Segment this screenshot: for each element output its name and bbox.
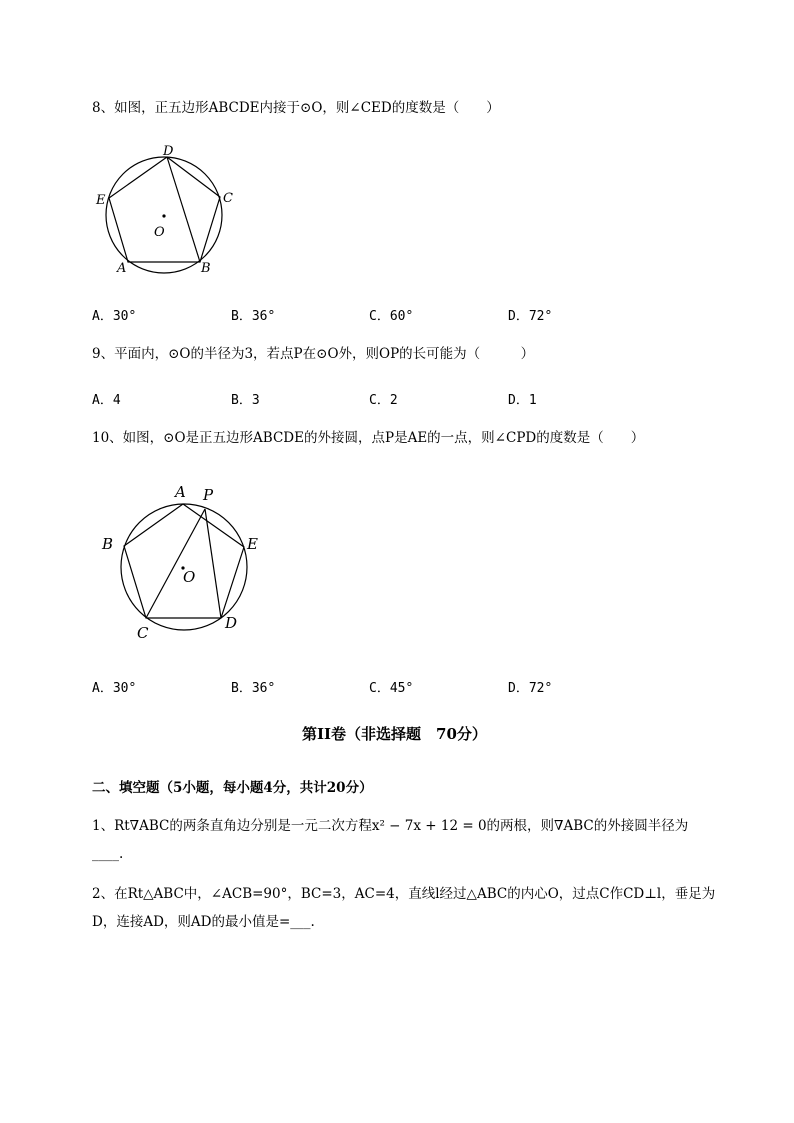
q10-label-e: E bbox=[247, 535, 258, 553]
q8-figure bbox=[90, 140, 240, 280]
fill1-line2[interactable]: ____. bbox=[92, 846, 124, 862]
q10-label-d: D bbox=[225, 614, 238, 632]
q9-option-c[interactable]: C．2 bbox=[369, 393, 398, 408]
q8-option-b[interactable]: B．36° bbox=[231, 309, 276, 324]
q8-text: 8、如图，正五边形ABCDE内接于⊙O，则∠CED的度数是（ ） bbox=[92, 100, 500, 116]
q8-label-d: D bbox=[163, 144, 174, 159]
fill1-line1: 1、Rt∇ABC的两条直角边分别是一元二次方程x² − 7x + 12 = 0的两根，则∇ABC的外接圆半径为 bbox=[92, 818, 689, 834]
part2-heading: 二、填空题（5小题，每小题4分，共计20分） bbox=[92, 780, 373, 796]
q8-label-e: E bbox=[96, 193, 106, 208]
q9-option-b[interactable]: B．3 bbox=[231, 393, 260, 408]
q10-option-a[interactable]: A．30° bbox=[92, 681, 137, 696]
q9-option-a[interactable]: A．4 bbox=[92, 393, 121, 408]
fill2-line2[interactable]: D，连接AD，则AD的最小值是=___. bbox=[92, 914, 315, 930]
q8-label-b: B bbox=[201, 261, 211, 276]
q9-text: 9、平面内，⊙O的半径为3，若点P在⊙O外，则OP的长可能为（ ） bbox=[92, 346, 535, 362]
q8-label-c: C bbox=[223, 191, 233, 206]
q10-label-a: A bbox=[175, 483, 186, 501]
q8-option-c[interactable]: C．60° bbox=[369, 309, 414, 324]
q9-option-d[interactable]: D．1 bbox=[508, 393, 537, 408]
q10-segment-pc bbox=[146, 509, 205, 618]
q10-option-c[interactable]: C．45° bbox=[369, 681, 414, 696]
q10-label-c: C bbox=[137, 624, 149, 642]
q8-center-dot bbox=[162, 214, 165, 217]
q10-label-p: P bbox=[203, 486, 214, 504]
q8-label-a: A bbox=[117, 261, 127, 276]
q8-label-o: O bbox=[154, 225, 165, 240]
fill2-line1: 2、在Rt△ABC中，∠ACB=90°，BC=3，AC=4，直线l经过△ABC的内心O，过点C作CD⊥l，垂足为 bbox=[92, 886, 716, 902]
q8-option-a[interactable]: A．30° bbox=[92, 309, 137, 324]
q10-option-b[interactable]: B．36° bbox=[231, 681, 276, 696]
q8-option-d[interactable]: D．72° bbox=[508, 309, 553, 324]
q8-segment-db bbox=[167, 157, 200, 262]
q10-option-d[interactable]: D．72° bbox=[508, 681, 553, 696]
section-title: 第II卷（非选择题 70分） bbox=[302, 725, 487, 743]
q10-text: 10、如图，⊙O是正五边形ABCDE的外接圆，点P是AE的一点，则∠CPD的度数是（ ） bbox=[92, 430, 645, 446]
q10-figure bbox=[95, 478, 270, 648]
q10-label-o: O bbox=[183, 568, 196, 586]
q10-pentagon bbox=[124, 504, 244, 618]
q10-label-b: B bbox=[102, 535, 114, 553]
